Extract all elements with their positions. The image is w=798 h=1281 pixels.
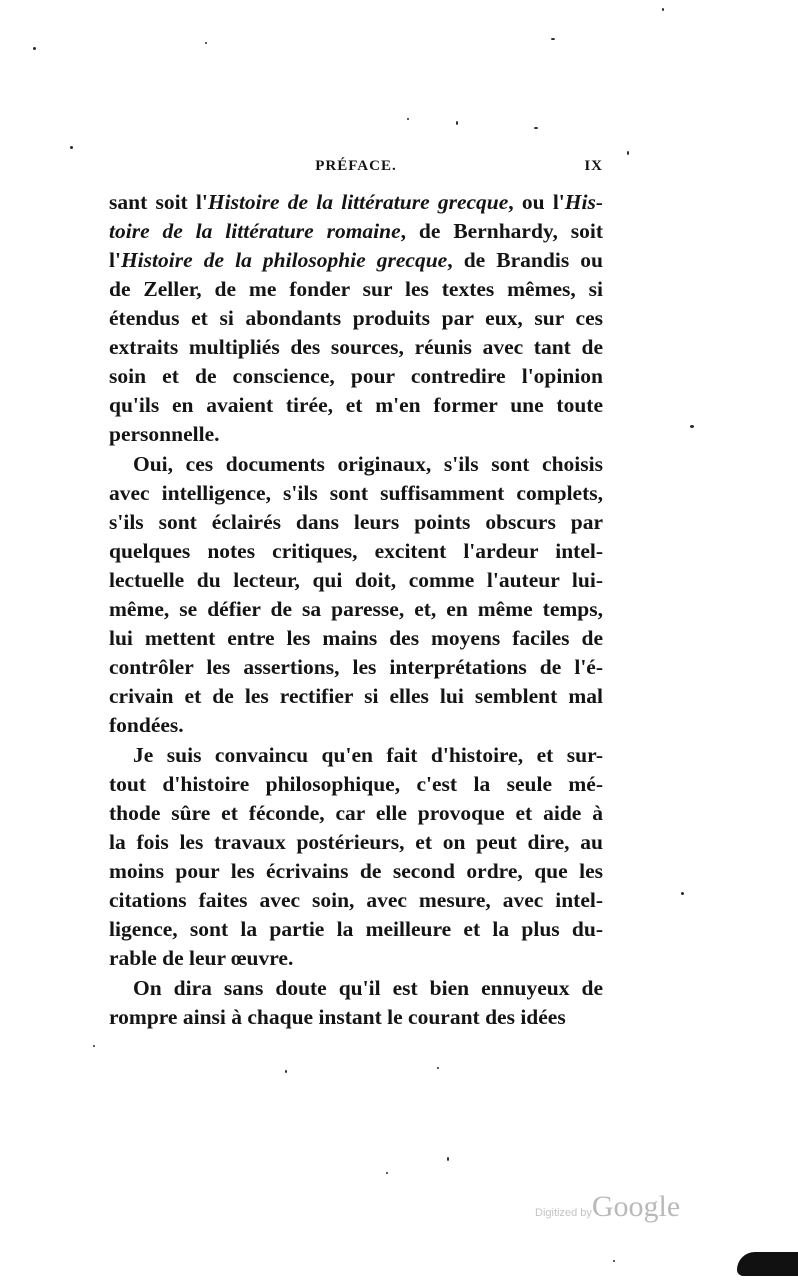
- italic-title: Histoire de la philosophie grecque: [120, 248, 448, 272]
- text-run: thode sûre et féconde, car elle provoque et aide à: [109, 801, 603, 825]
- paragraph: [109, 741, 603, 973]
- scan-speck: [70, 146, 73, 149]
- text-run: ligence, sont la partie la meilleure et la plus du-: [109, 917, 603, 941]
- text-run: lectuelle du lecteur, qui doit, comme l'auteur lui-: [109, 568, 603, 592]
- text-run: sant soit l': [109, 190, 208, 214]
- text-line: [109, 537, 603, 566]
- italic-title: Histoire de la littérature grecque: [207, 190, 509, 214]
- text-run: lui mettent entre les mains des moyens faciles de: [109, 626, 603, 650]
- text-line: [109, 682, 603, 711]
- scan-speck: [681, 892, 684, 895]
- text-run: fondées.: [109, 713, 184, 737]
- text-run: , de Bernhardy, soit: [400, 219, 603, 243]
- paragraph: [109, 974, 603, 1032]
- running-head: [109, 158, 603, 188]
- text-line: [109, 217, 603, 246]
- text-run: étendus et si abondants produits par eux, sur ces: [109, 306, 603, 330]
- text-line: [109, 886, 603, 915]
- text-line: [109, 915, 603, 944]
- text-line: [109, 391, 603, 420]
- scan-speck: [627, 151, 629, 155]
- text-run: personnelle.: [109, 422, 220, 446]
- scan-speck: [690, 425, 694, 428]
- text-line: [109, 974, 603, 1003]
- page-number: IX: [584, 158, 603, 174]
- text-line: [109, 479, 603, 508]
- text-run: qu'ils en avaient tirée, et m'en former une toute: [109, 393, 603, 417]
- text-run: s'ils sont éclairés dans leurs points obscurs par: [109, 510, 603, 534]
- scan-speck: [386, 1172, 388, 1174]
- italic-title: His-: [564, 190, 603, 214]
- text-line: [109, 275, 603, 304]
- text-run: tout d'histoire philosophique, c'est la seule mé-: [109, 772, 603, 796]
- scan-speck: [205, 42, 207, 44]
- text-line: [109, 741, 603, 770]
- text-run: citations faites avec soin, avec mesure, avec intel-: [109, 888, 603, 912]
- scan-speck: [437, 1067, 439, 1069]
- digitized-by-google-watermark: [535, 1190, 680, 1230]
- scan-speck: [33, 47, 36, 50]
- text-line: [109, 188, 603, 217]
- scan-speck: [407, 118, 409, 120]
- corner-blot: [737, 1252, 798, 1276]
- text-line: [109, 566, 603, 595]
- text-line: [109, 333, 603, 362]
- text-run: de Zeller, de me fonder sur les textes mêmes, si: [109, 277, 603, 301]
- text-line: [109, 857, 603, 886]
- scan-speck: [662, 8, 664, 11]
- text-run: crivain et de les rectifier si elles lui semblent mal: [109, 684, 603, 708]
- text-line: [109, 624, 603, 653]
- text-run: soin et de conscience, pour contredire l'opinion: [109, 364, 603, 388]
- watermark-brand: Google: [591, 1190, 681, 1223]
- text-line: [109, 799, 603, 828]
- text-line: [109, 711, 603, 740]
- text-run: , de Brandis ou: [447, 248, 603, 272]
- text-line: [109, 595, 603, 624]
- text-line: [109, 770, 603, 799]
- italic-title: toire de la littérature romaine: [109, 219, 401, 243]
- watermark-prefix: Digitized by: [535, 1207, 592, 1219]
- scan-speck: [93, 1045, 95, 1047]
- scan-speck: [285, 1070, 287, 1073]
- scan-speck: [551, 38, 555, 40]
- scan-speck: [456, 121, 458, 125]
- text-run: l': [109, 248, 121, 272]
- text-line: [109, 944, 603, 973]
- text-line: [109, 362, 603, 391]
- body-text: [109, 188, 603, 1032]
- scan-speck: [613, 1260, 615, 1262]
- text-run: la fois les travaux postérieurs, et on peut dire, au: [109, 830, 603, 854]
- text-line: [109, 246, 603, 275]
- text-run: contrôler les assertions, les interprétations de l'é-: [109, 655, 603, 679]
- text-run: rompre ainsi à chaque instant le courant des idées: [109, 1005, 566, 1029]
- text-run: , ou l': [508, 190, 565, 214]
- paragraph: [109, 188, 603, 449]
- text-run: extraits multipliés des sources, réunis avec tant de: [109, 335, 603, 359]
- text-line: [109, 828, 603, 857]
- text-line: [109, 304, 603, 333]
- text-run: On dira sans doute qu'il est bien ennuyeux de: [133, 976, 603, 1000]
- text-line: [109, 508, 603, 537]
- running-head-title: PRÉFACE.: [315, 158, 397, 174]
- text-run: quelques notes critiques, excitent l'ardeur intel-: [109, 539, 603, 563]
- text-run: avec intelligence, s'ils sont suffisamment complets,: [109, 481, 603, 505]
- scan-speck: [447, 1157, 449, 1161]
- paragraph: [109, 450, 603, 740]
- text-line: [109, 1003, 603, 1032]
- scan-speck: [534, 127, 538, 129]
- text-run: Je suis convaincu qu'en fait d'histoire, et sur-: [133, 743, 603, 767]
- text-run: Oui, ces documents originaux, s'ils sont choisis: [133, 452, 603, 476]
- text-line: [109, 420, 603, 449]
- text-run: même, se défier de sa paresse, et, en même temps,: [109, 597, 603, 621]
- text-run: moins pour les écrivains de second ordre, que les: [109, 859, 603, 883]
- text-line: [109, 653, 603, 682]
- text-line: [109, 450, 603, 479]
- text-run: rable de leur œuvre.: [109, 946, 294, 970]
